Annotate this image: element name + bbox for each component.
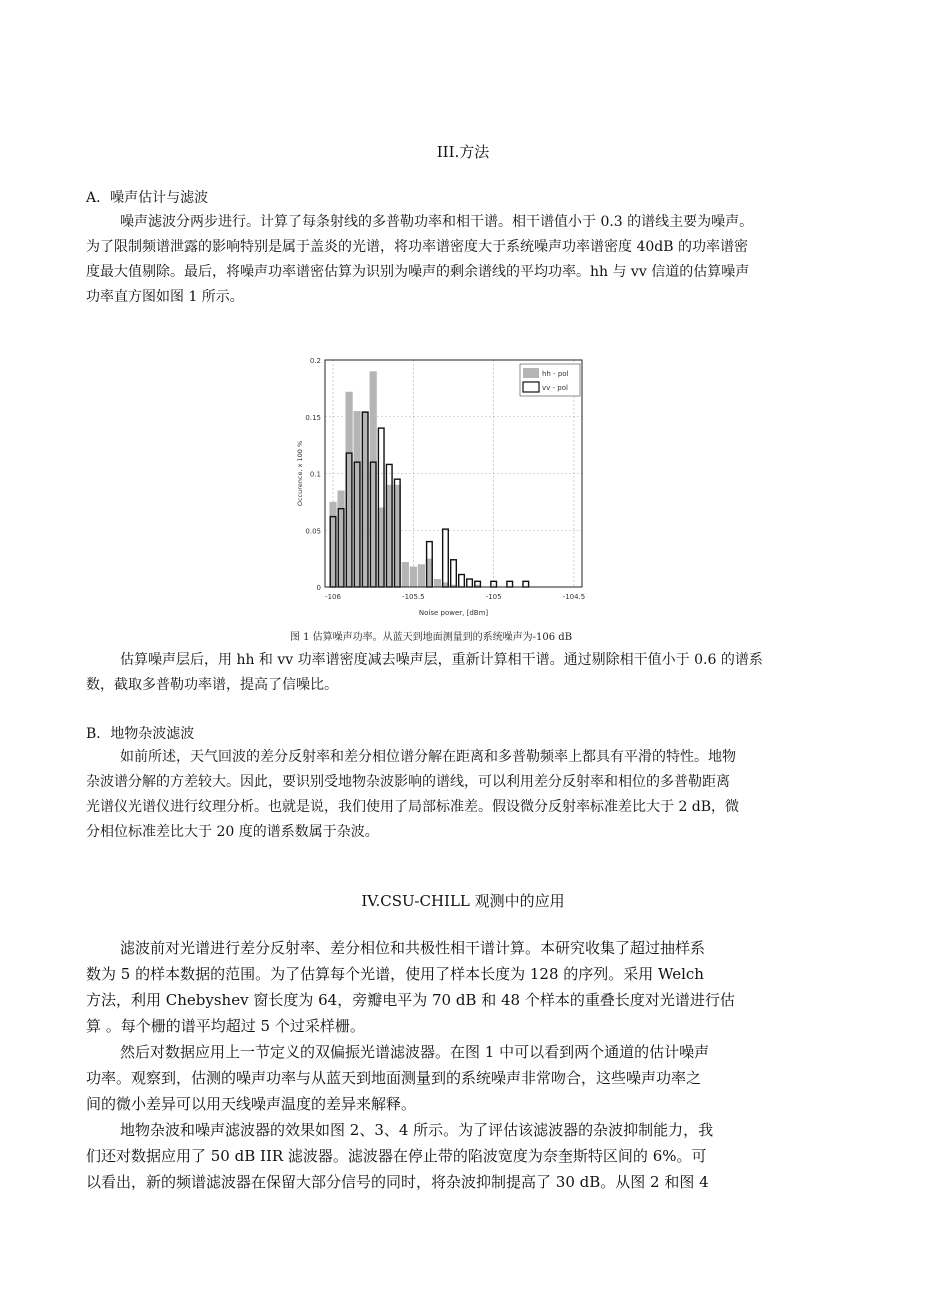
subsection-b-heading: B．地物杂波滤波 <box>86 726 195 742</box>
section-3-title: III.方法 <box>436 143 490 161</box>
subsection-b-paragraph <box>86 745 842 845</box>
paragraph-line: 杂波谱分解的方差较大。因此，要识别受地物杂波影响的谱线，可以利用差分反射率和相位的多普勒距离 <box>86 774 730 790</box>
paragraph-line: 噪声滤波分两步进行。计算了每条射线的多普勒功率和相干谱。相干谱值小于 0.3 的谱线主要为噪声。 <box>120 214 754 230</box>
bar-hh-pol <box>402 562 409 587</box>
paragraph-line: 数，截取多普勒功率谱，提高了信噪比。 <box>86 677 338 693</box>
x-axis-label: Noise power, [dBm] <box>418 609 489 617</box>
paragraph-line: 然后对数据应用上一节定义的双偏振光谱滤波器。在图 1 中可以看到两个通道的估计噪声 <box>120 1043 710 1061</box>
x-tick-label: -104.5 <box>562 593 586 601</box>
bar-hh-pol <box>434 579 441 587</box>
paragraph-line: 地物杂波和噪声滤波器的效果如图 2、3、4 所示。为了评估该滤波器的杂波抑制能力，我 <box>120 1121 714 1139</box>
paragraph-line: 滤波前对光谱进行差分反射率、差分相位和共极性相干谱计算。本研究收集了超过抽样系 <box>120 939 706 957</box>
paragraph-line: 估算噪声层后，用 hh 和 vv 功率谱密度减去噪声层，重新计算相干谱。通过剔除相干值小于 0.6 的谱系 <box>120 652 763 668</box>
noise-power-histogram <box>290 355 600 625</box>
paragraph-line: 以看出，新的频谱滤波器在保留大部分信号的同时，将杂波抑制提高了 30 dB。从图 2 和图 4 <box>86 1173 709 1191</box>
x-tick-label: -105 <box>485 593 502 601</box>
paragraph-line: 为了限制频谱泄露的影响特别是属于盖炎的光谱，将功率谱密度大于系统噪声功率谱密度 40dB 的功率谱密 <box>86 239 748 255</box>
y-tick-label: 0.05 <box>305 527 321 536</box>
paragraph-line: 方法，利用 Chebyshev 窗长度为 64，旁瓣电平为 70 dB 和 48 个样本的重叠长度对光谱进行估 <box>86 991 735 1009</box>
subsection-a-paragraph-2 <box>86 648 842 698</box>
paragraph-line: 度最大值剔除。最后，将噪声功率谱密估算为识别为噪声的剩余谱线的平均功率。hh 与 vv 信道的估算噪声 <box>86 264 750 280</box>
subsection-a-paragraph <box>86 210 842 310</box>
paragraph-line: 间的微小差异可以用天线噪声温度的差异来解释。 <box>86 1095 417 1113</box>
y-axis-label: Occurence, x 100 % <box>296 440 304 507</box>
bar-hh-pol <box>418 564 425 587</box>
paragraph-line: 光谱仪光谱仪进行纹理分析。也就是说，我们使用了局部标准差。假设微分反射率标准差比大于 2 dB，微 <box>86 799 740 815</box>
paragraph-line: 如前所述，天气回波的差分反射率和差分相位谱分解在距离和多普勒频率上都具有平滑的特性。地物 <box>120 749 736 765</box>
x-tick-label: -105.5 <box>402 593 425 601</box>
subsection-a-heading: A．噪声估计与滤波 <box>86 190 209 206</box>
y-tick-label: 0.15 <box>305 413 321 422</box>
legend-swatch-hh <box>523 368 539 378</box>
y-tick-label: 0.2 <box>309 357 321 365</box>
paragraph-line: 功率直方图如图 1 所示。 <box>86 289 244 305</box>
paragraph-line: 算 。每个栅的谱平均超过 5 个过采样栅。 <box>86 1017 365 1035</box>
bar-hh-pol <box>410 567 417 587</box>
section-4-body <box>86 935 842 1195</box>
legend-label-vv: vv - pol <box>542 384 568 392</box>
section-4-title: IV.CSU-CHILL 观测中的应用 <box>361 892 565 910</box>
figure-1-caption: 图 1 估算噪声功率。从蓝天到地面测量到的系统噪声为-106 dB <box>289 632 573 643</box>
y-tick-label: 0.1 <box>309 470 321 479</box>
y-tick-label: 0 <box>316 584 321 592</box>
figure-1 <box>290 355 600 625</box>
x-tick-label: -106 <box>325 593 341 601</box>
paragraph-line: 数为 5 的样本数据的范围。为了估算每个光谱，使用了样本长度为 128 的序列。采用 Welch <box>86 965 704 983</box>
legend-label-hh: hh - pol <box>542 370 569 378</box>
paragraph-line: 们还对数据应用了 50 dB IIR 滤波器。滤波器在停止带的陷波宽度为奈奎斯特区间的 6%。可 <box>86 1147 707 1165</box>
paragraph-line: 功率。观察到，估测的噪声功率与从蓝天到地面测量到的系统噪声非常吻合，这些噪声功率之 <box>86 1069 702 1087</box>
paragraph-line: 分相位标准差比大于 20 度的谱系数属于杂波。 <box>86 824 379 840</box>
